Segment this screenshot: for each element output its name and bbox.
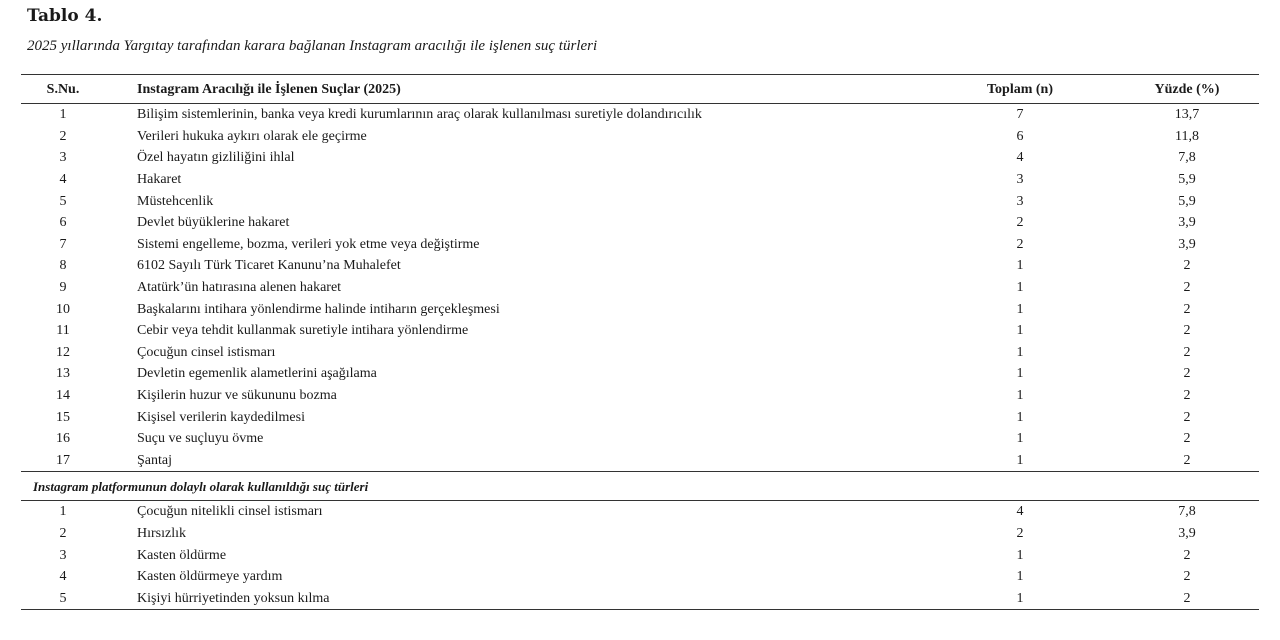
table-row [21, 523, 1259, 545]
row-total: 1 [1016, 409, 1024, 425]
row-no: 17 [56, 452, 70, 468]
row-total: 2 [1016, 236, 1024, 252]
section2-title: Instagram platformunun dolaylı olarak kullanıldığı suç türleri [33, 478, 369, 494]
row-total: 1 [1016, 431, 1024, 447]
row-percent: 13,7 [1174, 107, 1200, 123]
row-percent: 2 [1183, 280, 1191, 296]
table-header [21, 75, 1259, 104]
row-no: 3 [59, 547, 67, 563]
row-name: Kasten öldürme [137, 547, 227, 563]
row-no: 12 [56, 344, 70, 360]
row-percent: 2 [1183, 547, 1191, 563]
row-total: 2 [1016, 215, 1024, 231]
row-name: Kasten öldürmeye yardım [137, 569, 283, 585]
table-row [21, 385, 1259, 407]
row-percent: 2 [1183, 301, 1191, 317]
row-percent: 2 [1183, 366, 1191, 382]
row-total: 1 [1016, 590, 1024, 606]
row-name: Özel hayatın gizliliğini ihlal [137, 150, 295, 166]
row-name: Suçu ve suçluyu övme [137, 431, 264, 447]
table-row [21, 126, 1259, 148]
header-no: S.Nu. [46, 81, 80, 97]
row-no: 9 [59, 280, 67, 296]
row-no: 11 [56, 323, 70, 339]
table-row [21, 342, 1259, 364]
row-no: 10 [56, 301, 70, 317]
row-name: Atatürk’ün hatırasına alenen hakaret [137, 280, 342, 296]
row-percent: 2 [1183, 258, 1191, 274]
row-percent: 2 [1183, 431, 1191, 447]
row-name: Hırsızlık [137, 525, 186, 541]
row-name: Verileri hukuka aykırı olarak ele geçirme [137, 128, 367, 144]
row-percent: 7,8 [1178, 504, 1196, 520]
row-no: 5 [59, 193, 67, 209]
row-no: 5 [59, 590, 67, 606]
table-row [21, 450, 1259, 472]
row-total: 1 [1016, 366, 1024, 382]
row-no: 4 [59, 569, 67, 585]
row-total: 1 [1016, 323, 1024, 339]
row-name: Devletin egemenlik alametlerini aşağılama [137, 366, 377, 382]
section-title-row [21, 472, 1259, 501]
row-total: 1 [1016, 301, 1024, 317]
table-row [21, 169, 1259, 191]
row-no: 2 [59, 128, 67, 144]
row-name: Şantaj [137, 452, 172, 468]
row-percent: 2 [1183, 409, 1191, 425]
table-row [21, 544, 1259, 566]
row-total: 4 [1016, 504, 1024, 520]
row-no: 4 [59, 172, 67, 188]
row-name: Kişisel verilerin kaydedilmesi [137, 409, 305, 425]
table-row [21, 406, 1259, 428]
row-name: 6102 Sayılı Türk Ticaret Kanunu’na Muhalefet [137, 258, 401, 274]
row-no: 1 [59, 107, 67, 123]
row-no: 16 [56, 431, 70, 447]
crime-types-table [21, 74, 1259, 610]
table-row [21, 277, 1259, 299]
row-total: 1 [1016, 258, 1024, 274]
table-row [21, 501, 1259, 523]
header-name: Instagram Aracılığı ile İşlenen Suçlar (2025) [137, 81, 401, 97]
table-row [21, 190, 1259, 212]
row-percent: 2 [1183, 452, 1191, 468]
row-no: 15 [56, 409, 70, 425]
row-percent: 3,9 [1178, 525, 1196, 541]
row-name: Müstehcenlik [137, 193, 214, 209]
row-name: Çocuğun nitelikli cinsel istismarı [137, 504, 323, 520]
row-percent: 2 [1183, 323, 1191, 339]
row-percent: 3,9 [1178, 236, 1196, 252]
table-row [21, 147, 1259, 169]
table-row [21, 234, 1259, 256]
row-percent: 2 [1183, 569, 1191, 585]
row-total: 3 [1016, 193, 1024, 209]
row-name: Bilişim sistemlerinin, banka veya kredi kurumlarının araç olarak kullanılması suretiyle dolandırıcılık [137, 107, 702, 123]
table-row [21, 428, 1259, 450]
row-total: 1 [1016, 452, 1024, 468]
row-total: 1 [1016, 569, 1024, 585]
row-percent: 5,9 [1178, 193, 1196, 209]
row-name: Cebir veya tehdit kullanmak suretiyle intihara yönlendirme [137, 323, 469, 339]
row-percent: 3,9 [1178, 215, 1196, 231]
row-name: Devlet büyüklerine hakaret [137, 215, 290, 231]
row-no: 13 [56, 366, 70, 382]
table-row [21, 212, 1259, 234]
section2-body [21, 501, 1259, 610]
row-total: 2 [1016, 525, 1024, 541]
row-no: 6 [59, 215, 67, 231]
row-percent: 2 [1183, 388, 1191, 404]
table-row [21, 363, 1259, 385]
table-row [21, 255, 1259, 277]
row-no: 3 [59, 150, 67, 166]
row-no: 14 [56, 388, 70, 404]
row-no: 2 [59, 525, 67, 541]
row-no: 8 [59, 258, 67, 274]
row-name: Hakaret [137, 172, 182, 188]
row-name: Çocuğun cinsel istismarı [137, 344, 276, 360]
table-row [21, 587, 1259, 609]
row-no: 1 [59, 504, 67, 520]
row-percent: 7,8 [1178, 150, 1196, 166]
row-name: Başkalarını intihara yönlendirme halinde intiharın gerçekleşmesi [137, 301, 500, 317]
row-name: Kişilerin huzur ve sükununu bozma [137, 388, 337, 404]
section2-header [21, 472, 1259, 501]
header-row [21, 75, 1259, 104]
table-title: Tablo 4. [27, 6, 103, 26]
row-total: 3 [1016, 172, 1024, 188]
row-percent: 2 [1183, 590, 1191, 606]
row-total: 1 [1016, 388, 1024, 404]
row-percent: 5,9 [1178, 172, 1196, 188]
table-row [21, 298, 1259, 320]
row-total: 7 [1016, 107, 1024, 123]
table-row [21, 320, 1259, 342]
row-no: 7 [59, 236, 67, 252]
table-subtitle: 2025 yıllarında Yargıtay tarafından karara bağlanan Instagram aracılığı ile işlenen suç türleri [27, 38, 598, 54]
section1-body [21, 104, 1259, 472]
row-percent: 11,8 [1175, 128, 1199, 144]
row-name: Kişiyi hürriyetinden yoksun kılma [137, 590, 330, 606]
row-total: 1 [1016, 280, 1024, 296]
row-total: 4 [1016, 150, 1024, 166]
table-row [21, 104, 1259, 126]
row-total: 1 [1016, 344, 1024, 360]
header-percent: Yüzde (%) [1154, 81, 1220, 97]
row-name: Sistemi engelleme, bozma, verileri yok etme veya değiştirme [137, 236, 480, 252]
row-total: 1 [1016, 547, 1024, 563]
row-total: 6 [1016, 128, 1024, 144]
row-percent: 2 [1183, 344, 1191, 360]
header-total: Toplam (n) [986, 81, 1053, 97]
table-row [21, 566, 1259, 588]
